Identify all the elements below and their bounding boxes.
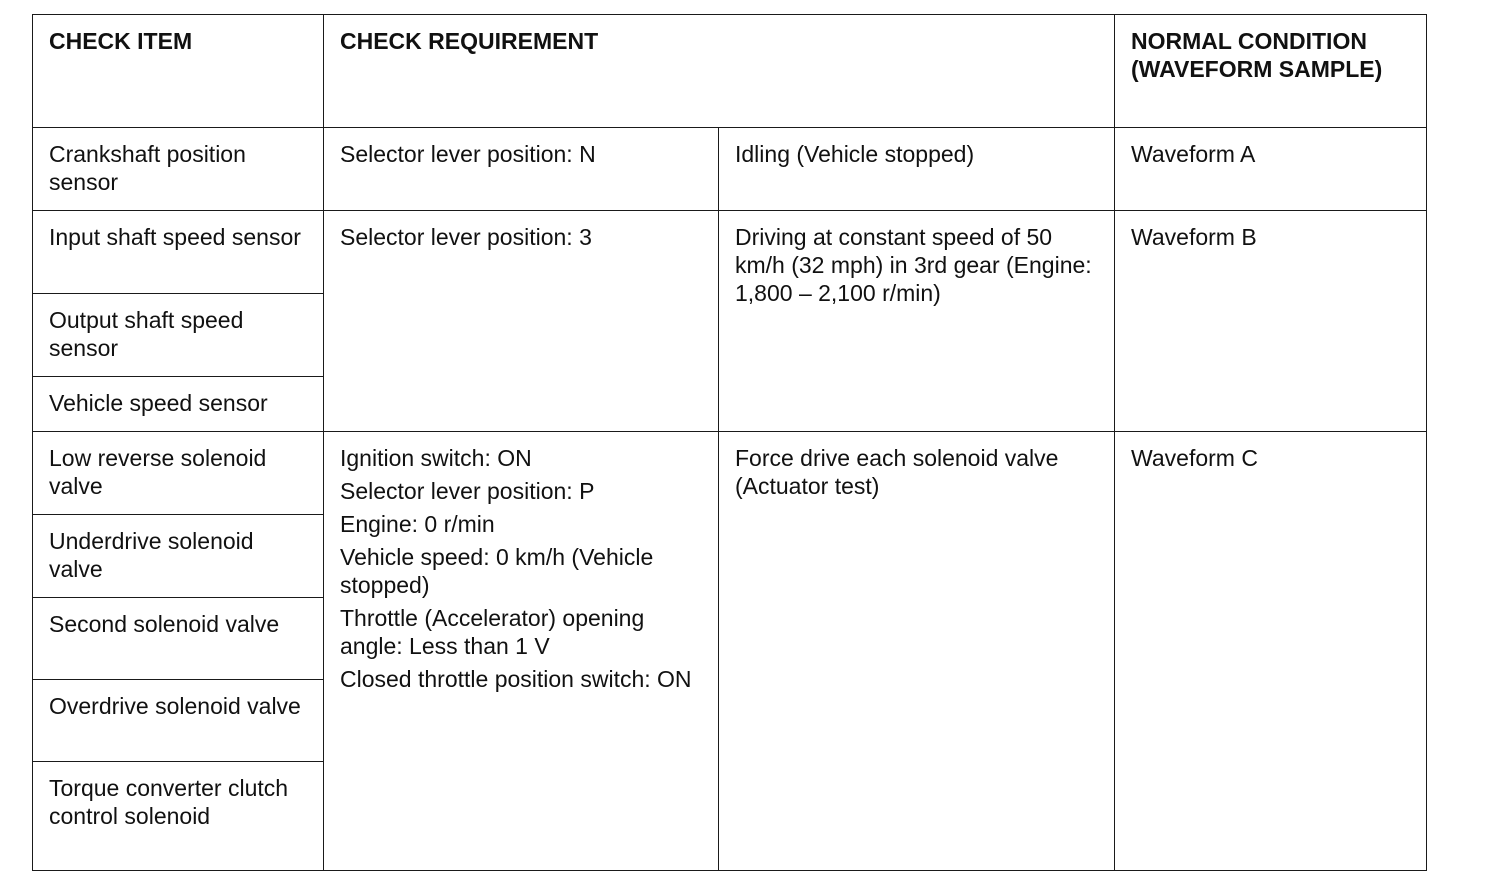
check-item-torque-converter: Torque converter clutch control solenoid [33, 762, 324, 871]
waveform-check-table [32, 14, 1427, 871]
check-item-underdrive: Underdrive solenoid valve [33, 515, 324, 598]
condition-driving-50kmh: Driving at constant speed of 50 km/h (32 mph) in 3rd gear (Engine: 1,800 – 2,100 r/min) [719, 211, 1115, 432]
check-item-output-shaft: Output shaft speed sensor [33, 294, 324, 377]
condition-idling: Idling (Vehicle stopped) [719, 128, 1115, 211]
check-item-overdrive: Overdrive solenoid valve [33, 680, 324, 762]
table-row [33, 128, 1427, 211]
requirement-closed-throttle: Closed throttle position switch: ON [340, 666, 692, 692]
waveform-a: Waveform A [1115, 128, 1427, 211]
requirement-ignition-list [324, 432, 719, 871]
check-item-vehicle-speed: Vehicle speed sensor [33, 377, 324, 432]
waveform-b: Waveform B [1115, 211, 1427, 432]
requirement-selector-n: Selector lever position: N [324, 128, 719, 211]
requirement-ignition-on: Ignition switch: ON [340, 445, 532, 471]
requirement-selector-3: Selector lever position: 3 [324, 211, 719, 432]
check-item-crankshaft: Crankshaft position sensor [33, 128, 324, 211]
check-item-input-shaft: Input shaft speed sensor [33, 211, 324, 294]
table-row [33, 211, 1427, 294]
requirement-engine-0: Engine: 0 r/min [340, 511, 495, 537]
condition-force-drive: Force drive each solenoid valve (Actuator test) [719, 432, 1115, 871]
check-item-low-reverse: Low reverse solenoid valve [33, 432, 324, 515]
requirement-selector-p: Selector lever position: P [340, 478, 595, 504]
header-check-item: CHECK ITEM [33, 15, 324, 128]
check-item-second: Second solenoid valve [33, 598, 324, 680]
waveform-c: Waveform C [1115, 432, 1427, 871]
header-normal-condition: NORMAL CONDITION (WAVEFORM SAMPLE) [1115, 15, 1427, 128]
requirement-vehicle-speed-0: Vehicle speed: 0 km/h (Vehicle stopped) [340, 544, 654, 598]
table-row [33, 432, 1427, 515]
header-check-requirement: CHECK REQUIREMENT [324, 15, 1115, 128]
requirement-throttle-angle: Throttle (Accelerator) opening angle: Less than 1 V [340, 605, 645, 659]
header-row [33, 15, 1427, 128]
